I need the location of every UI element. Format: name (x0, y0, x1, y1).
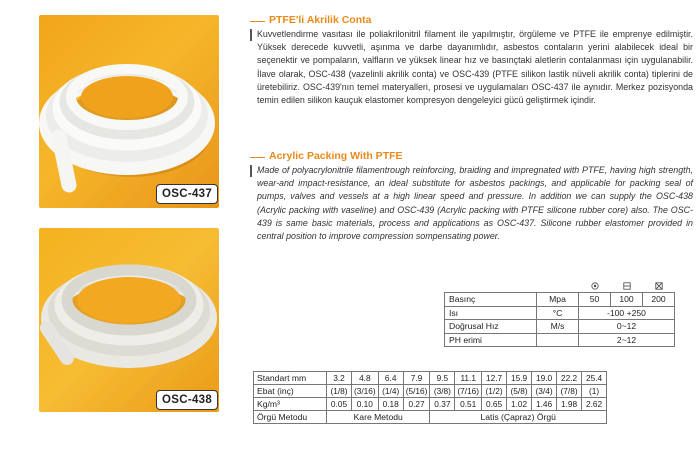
pressure-row (445, 293, 675, 307)
size-cell: (7/16) (455, 385, 482, 398)
property-value: 0~12 (579, 320, 675, 334)
size-cell: (1/2) (482, 385, 507, 398)
property-unit: °C (537, 306, 579, 320)
size-cell: 11.1 (455, 372, 482, 385)
english-section-title: Acrylic Packing With PTFE (269, 150, 403, 162)
packing-coil-image (39, 15, 219, 208)
size-cell: 25.4 (582, 372, 607, 385)
property-label: Doğrusal Hız (445, 320, 537, 334)
property-label: Basınç (445, 293, 537, 307)
ph-row (445, 333, 675, 347)
product-code-label: OSC-437 (156, 184, 218, 204)
size-cell: 15.9 (507, 372, 532, 385)
size-cell: 0.65 (482, 398, 507, 411)
packing-coil-image (39, 228, 219, 412)
size-cell: (5/16) (403, 385, 430, 398)
size-cell: 19.0 (532, 372, 557, 385)
size-inch-row (254, 385, 607, 398)
product-photo-osc-437 (39, 15, 219, 208)
static-icon (643, 279, 675, 293)
size-cell: 0.10 (352, 398, 379, 411)
size-cell: (7/8) (557, 385, 582, 398)
paragraph-marker (250, 165, 252, 177)
property-value: 200 (643, 293, 675, 307)
product-photo-osc-438 (39, 228, 219, 412)
properties-table (444, 279, 675, 347)
size-label: Ebat (inç) (254, 385, 327, 398)
size-cell: 1.02 (507, 398, 532, 411)
size-method-row (254, 411, 607, 424)
size-label: Standart mm (254, 372, 327, 385)
rotary-icon (579, 279, 611, 293)
icon-row (445, 279, 675, 293)
size-cell: 1.46 (532, 398, 557, 411)
property-unit: M/s (537, 320, 579, 334)
size-cell: (1) (582, 385, 607, 398)
size-cell: (1/8) (327, 385, 352, 398)
size-cell: 22.2 (557, 372, 582, 385)
turkish-section-title: PTFE'li Akrilik Conta (269, 14, 372, 26)
temperature-row (445, 306, 675, 320)
property-value: 50 (579, 293, 611, 307)
size-cell: 4.8 (352, 372, 379, 385)
size-cell: (3/8) (430, 385, 455, 398)
property-value: 2~12 (579, 333, 675, 347)
paragraph-marker (250, 29, 252, 41)
method-square: Kare Metodu (327, 411, 430, 424)
size-label: Kg/m³ (254, 398, 327, 411)
size-cell: 12.7 (482, 372, 507, 385)
size-cell: 7.9 (403, 372, 430, 385)
property-label: PH erimi (445, 333, 537, 347)
size-cell: 0.51 (455, 398, 482, 411)
size-cell: 0.27 (403, 398, 430, 411)
size-cell: (3/16) (352, 385, 379, 398)
size-cell: 3.2 (327, 372, 352, 385)
size-cell: (5/8) (507, 385, 532, 398)
english-description: Made of polyacrylonitrile filamentrough reinforcing, braiding and impregnated with PTFE, having high strength, wear-and impact-resistance, an ideal substitute for asbestos packings, and applicable for packing seal of pumps, valves and vessels at a high linear speed and pressure. In addition we can supply the OSC-438 (Acrylic packing with vaseline) and OSC-439 (Acrylic packing with PTFE silicone rubber core) also. The OSC-439 is same basic materials, process and applications as OSC-437. Silicone rubber elastomer provided in central position to improve compression sompensating power. (257, 165, 693, 242)
sizes-table (253, 371, 607, 424)
property-unit (537, 333, 579, 347)
section-rule (250, 157, 265, 158)
method-lattice: Latis (Çapraz) Örgü (430, 411, 607, 424)
size-cell: 6.4 (378, 372, 403, 385)
size-cell: 9.5 (430, 372, 455, 385)
turkish-description: Kuvvetlendirme vasıtası ile poliakrilonitril filament ile yapılmıştır, örgüleme ve PTFE ile emprenye edilmiştir. Yüksek derecede kuvvetli, aşınma ve darbe dayanımlıdır, asbestos contaların yerini alabilecek ideal bir seçenektir ve pompaların, valfların ve yüksek linear hız ve basınçtaki aletlerin contalanması için uygulanabilir. İlave olarak, OSC-438 (vazelinli akrilik conta) ve OSC-439 (PTFE silikon lastik nüveli akrilik conta) tiplerini de üretebiliriz. OSC-439'nın temel materyalleri, prosesi ve uygulamaları OSC-437 ile aynıdır. Merkez pozisyonda temin edilen silikon kauçuk elastomer kompresyon dengeleyici gücü geliştirmek içindir. (257, 29, 693, 106)
property-value: 100 (611, 293, 643, 307)
size-cell: (3/4) (532, 385, 557, 398)
size-mm-row (254, 372, 607, 385)
section-rule (250, 21, 265, 22)
product-code-label: OSC-438 (156, 390, 218, 410)
property-value: -100 +250 (579, 306, 675, 320)
size-label: Örgü Metodu (254, 411, 327, 424)
speed-row (445, 320, 675, 334)
property-unit: Mpa (537, 293, 579, 307)
size-kg-row (254, 398, 607, 411)
size-cell: 0.05 (327, 398, 352, 411)
size-cell: 0.37 (430, 398, 455, 411)
size-cell: 1.98 (557, 398, 582, 411)
size-cell: 0.18 (378, 398, 403, 411)
size-cell: (1/4) (378, 385, 403, 398)
size-cell: 2.62 (582, 398, 607, 411)
reciprocating-icon (611, 279, 643, 293)
property-label: Isı (445, 306, 537, 320)
